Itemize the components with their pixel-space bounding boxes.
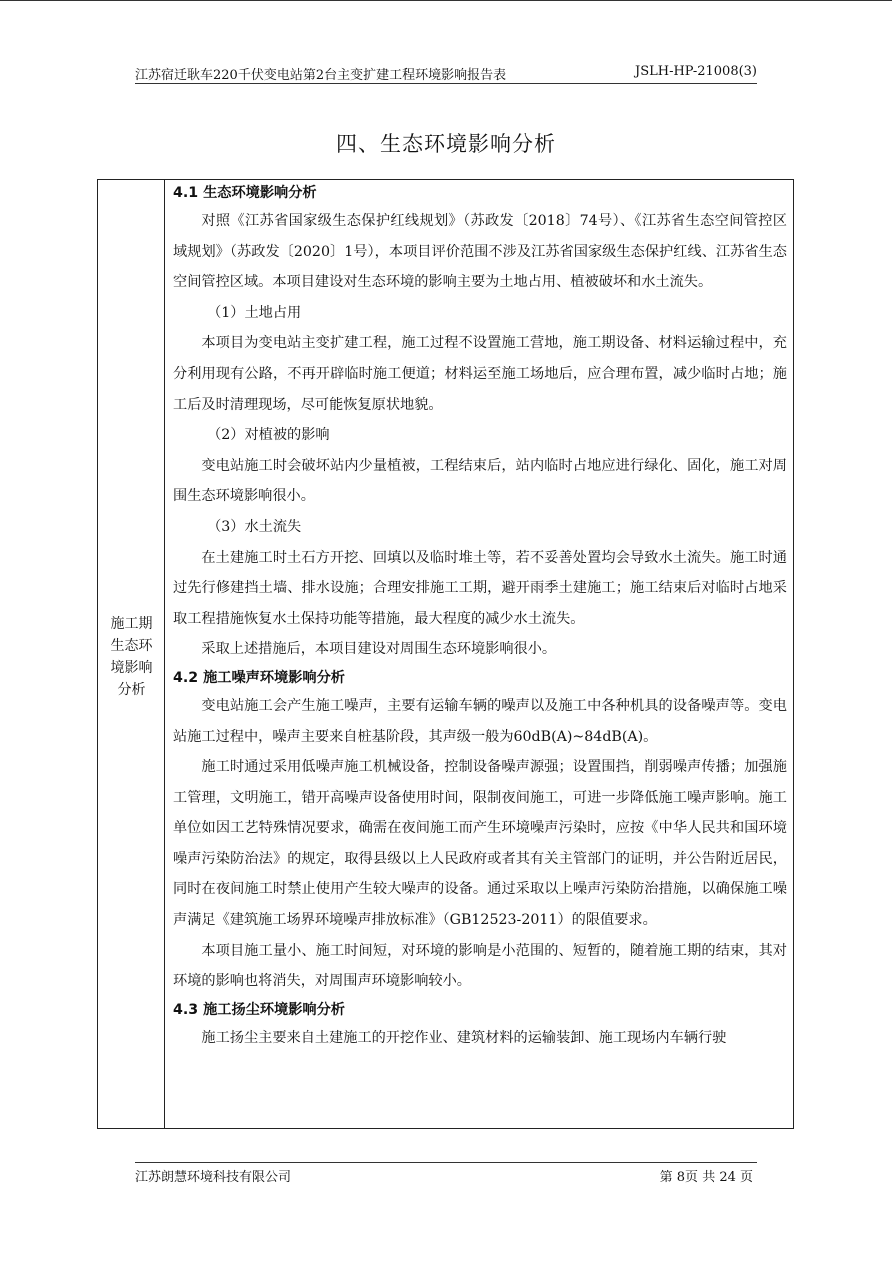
page-header: [135, 64, 757, 84]
header-divider: [135, 83, 757, 84]
paragraph: 对照《江苏省国家级生态保护红线规划》（苏政发〔2018〕74号）、《江苏省生态空间管控区域规划》（苏政发〔2020〕1号），本项目评价范围不涉及江苏省国家级生态保护红线、江苏省生态空间管控区域。本项目建设对生态环境的影响主要为土地占用、植被破坏和水土流失。: [173, 213, 787, 291]
footer-divider: [135, 1162, 757, 1163]
paragraph: 变电站施工会产生施工噪声，主要有运输车辆的噪声以及施工中各种机具的设备噪声等。变电站施工过程中，噪声主要来自桩基阶段，其声级一般为60dB(A)~84dB(A)。: [173, 697, 787, 745]
section-heading-4-1: 4.1 生态环境影响分析: [173, 185, 317, 201]
paragraph: 采取上述措施后，本项目建设对周围生态环境影响很小。: [201, 641, 557, 658]
footer-page-number: 第 8页 共 24 页: [659, 1170, 753, 1185]
section-heading-4-2: 4.2 施工噪声环境影响分析: [173, 669, 345, 686]
category-column: [98, 180, 165, 1128]
paragraph: 本项目为变电站主变扩建工程，施工过程不设置施工营地，施工期设备、材料运输过程中，充分利用现有公路，不再开辟临时施工便道；材料运至施工场地后，应合理布置，减少临时占地；施工后及时清理现场，尽可能恢复原状地貌。: [173, 335, 787, 413]
category-label-line: 境影响: [110, 660, 153, 676]
category-label-line: 生态环: [110, 638, 153, 654]
category-label: [98, 613, 165, 701]
section-heading-4-3: 4.3 施工扬尘环境影响分析: [173, 1001, 345, 1018]
paragraph: 施工扬尘主要来自土建施工的开挖作业、建筑材料的运输装卸、施工现场内车辆行驶: [201, 1029, 727, 1046]
paragraph: 在土建施工时土石方开挖、回填以及临时堆土等，若不妥善处置均会导致水土流失。施工时通过先行修建挡土墙、排水设施；合理安排施工工期，避开雨季土建施工；施工结束后对临时占地采取工程措施恢复水土保持功能等措施，最大程度的减少水土流失。: [173, 549, 787, 627]
category-label-line: 施工期: [110, 616, 153, 632]
paragraph: 变电站施工时会破坏站内少量植被，工程结束后，站内临时占地应进行绿化、固化，施工对周围生态环境影响很小。: [173, 457, 787, 505]
footer-company: 江苏朗慧环境科技有限公司: [135, 1170, 292, 1185]
page-title: 四、生态环境影响分析: [336, 132, 556, 156]
analysis-table: [97, 179, 794, 1129]
top-border: [0, 0, 892, 1]
header-doc-number: JSLH-HP-21008(3): [634, 64, 757, 79]
analysis-content: [173, 180, 787, 1053]
subheading-vegetation: （2）对植被的影响: [207, 427, 330, 444]
header-report-title: 江苏宿迁耿车220千伏变电站第2台主变扩建工程环境影响报告表: [135, 68, 507, 83]
category-label-line: 分析: [117, 682, 146, 698]
subheading-soil-erosion: （3）水土流失: [207, 518, 302, 535]
paragraph: 施工时通过采用低噪声施工机械设备，控制设备噪声源强；设置围挡，削弱噪声传播；加强施工管理，文明施工，错开高噪声设备使用时间，限制夜间施工，可进一步降低施工噪声影响。施工单位如因工艺特殊情况要求，确需在夜间施工而产生环境噪声污染时，应按《中华人民共和国环境噪声污染防治法》的规定，取得县级以上人民政府或者其有关主管部门的证明，并公告附近居民，同时在夜间施工时禁止使用产生较大噪声的设备。通过采取以上噪声污染防治措施，以确保施工噪声满足《建筑施工场界环境噪声排放标准》（GB12523-2011）的限值要求。: [173, 759, 787, 929]
paragraph: 本项目施工量小、施工时间短，对环境的影响是小范围的、短暂的，随着施工期的结束，其对环境的影响也将消失，对周围声环境影响较小。: [173, 942, 787, 990]
subheading-land-use: （1）土地占用: [207, 304, 302, 321]
